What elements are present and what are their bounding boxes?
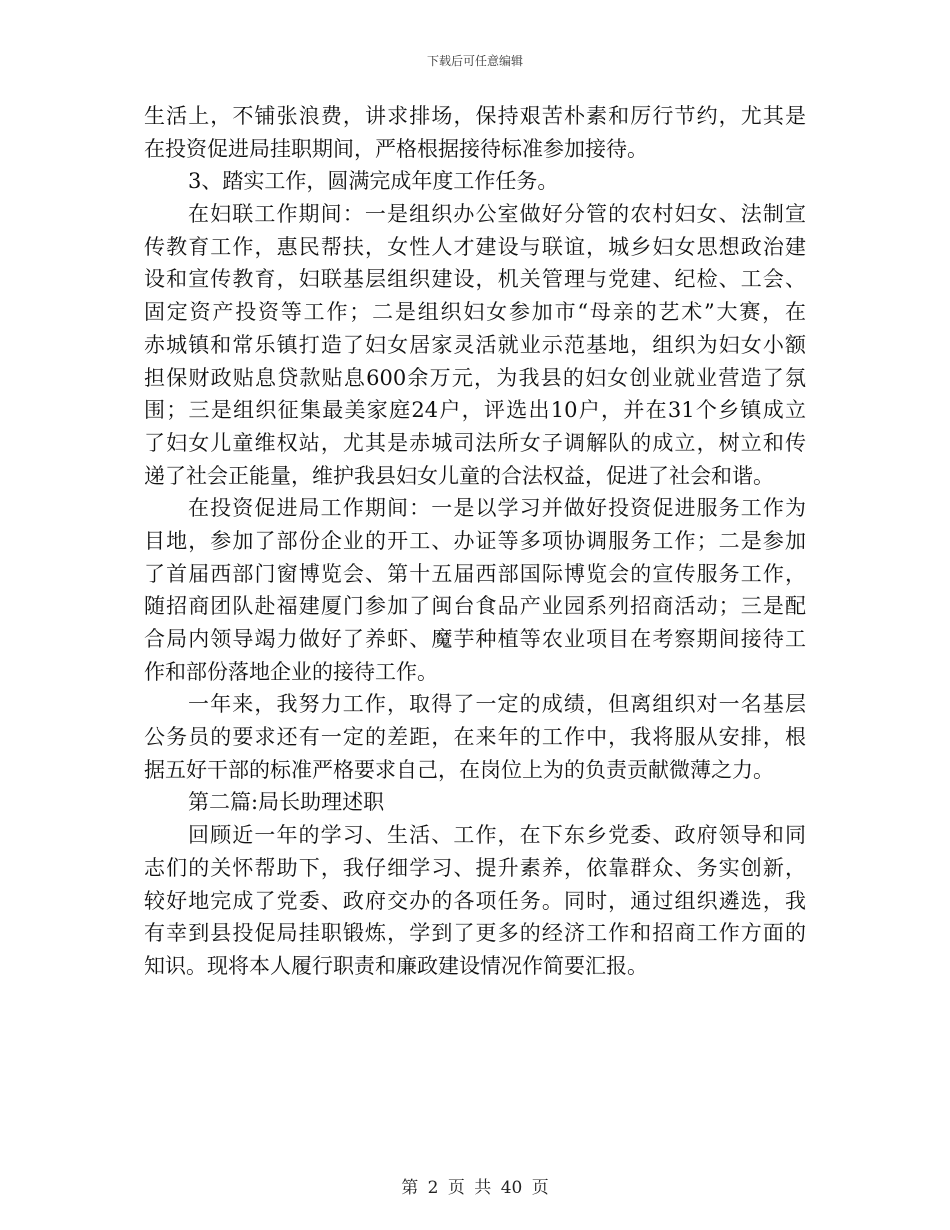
text-line: 公务员的要求还有一定的差距，在来年的工作中，我将服从安排，根 [144, 725, 806, 750]
text-line: 传教育工作，惠民帮扶，女性人才建设与联谊，城乡妇女思想政治建 [144, 234, 806, 259]
text-line: 围；三是组织征集最美家庭24户，评选出10户，并在31个乡镇成立 [144, 398, 806, 423]
text-line: 有幸到县投促局挂职锻炼，学到了更多的经济工作和招商工作方面的 [144, 921, 806, 946]
text-line: 回顾近一年的学习、生活、工作，在下东乡党委、政府领导和同 [188, 823, 806, 848]
text-line: 递了社会正能量，维护我县妇女儿童的合法权益，促进了社会和谐。 [144, 463, 774, 488]
text-line: 生活上，不铺张浪费，讲求排场，保持艰苦朴素和厉行节约，尤其是 [144, 104, 806, 128]
text-line: 在妇联工作期间：一是组织办公室做好分管的农村妇女、法制宣 [188, 202, 806, 227]
text-line: 赤城镇和常乐镇打造了妇女居家灵活就业示范基地，组织为妇女小额 [144, 332, 806, 357]
text-line: 随招商团队赴福建厦门参加了闽台食品产业园系列招商活动；三是配 [144, 594, 806, 619]
document-body [144, 100, 806, 983]
text-line: 了首届西部门窗博览会、第十五届西部国际博览会的宣传服务工作， [144, 561, 806, 586]
text-line: 较好地完成了党委、政府交办的各项任务。同时，通过组织遴选，我 [144, 888, 806, 913]
text-line: 担保财政贴息贷款贴息600余万元，为我县的妇女创业就业营造了氛 [144, 365, 806, 390]
text-line: 固定资产投资等工作；二是组织妇女参加市“母亲的艺术”大赛，在 [144, 300, 806, 325]
text-line: 目地，参加了部份企业的开工、办证等多项协调服务工作；二是参加 [144, 528, 806, 553]
text-line: 作和部份落地企业的接待工作。 [144, 659, 438, 684]
chapter-title: 第二篇:局长助理述职 [188, 790, 385, 815]
text-line: 了妇女儿童维权站，尤其是赤城司法所女子调解队的成立，树立和传 [144, 430, 806, 455]
page-number-footer: 第 2 页 共 40 页 [401, 1178, 549, 1198]
text-line: 志们的关怀帮助下，我仔细学习、提升素养，依靠群众、务实创新， [144, 855, 806, 880]
text-line: 在投资促进局挂职期间，严格根据接待标准参加接待。 [144, 136, 648, 161]
text-line: 在投资促进局工作期间：一是以学习并做好投资促进服务工作为 [188, 496, 806, 521]
text-line: 知识。现将本人履行职责和廉政建设情况作简要汇报。 [144, 953, 648, 978]
page-header: 下载后可任意编辑 [426, 54, 523, 68]
text-line: 据五好干部的标准严格要求自己，在岗位上为的负责贡献微薄之力。 [144, 757, 774, 782]
text-line: 合局内领导竭力做好了养虾、魔芋种植等农业项目在考察期间接待工 [144, 627, 806, 651]
text-line: 一年来，我努力工作，取得了一定的成绩，但离组织对一名基层 [188, 692, 806, 717]
text-line: 设和宣传教育，妇联基层组织建设，机关管理与党建、纪检、工会、 [144, 267, 806, 292]
section-heading: 3、踏实工作，圆满完成年度工作任务。 [188, 169, 559, 194]
